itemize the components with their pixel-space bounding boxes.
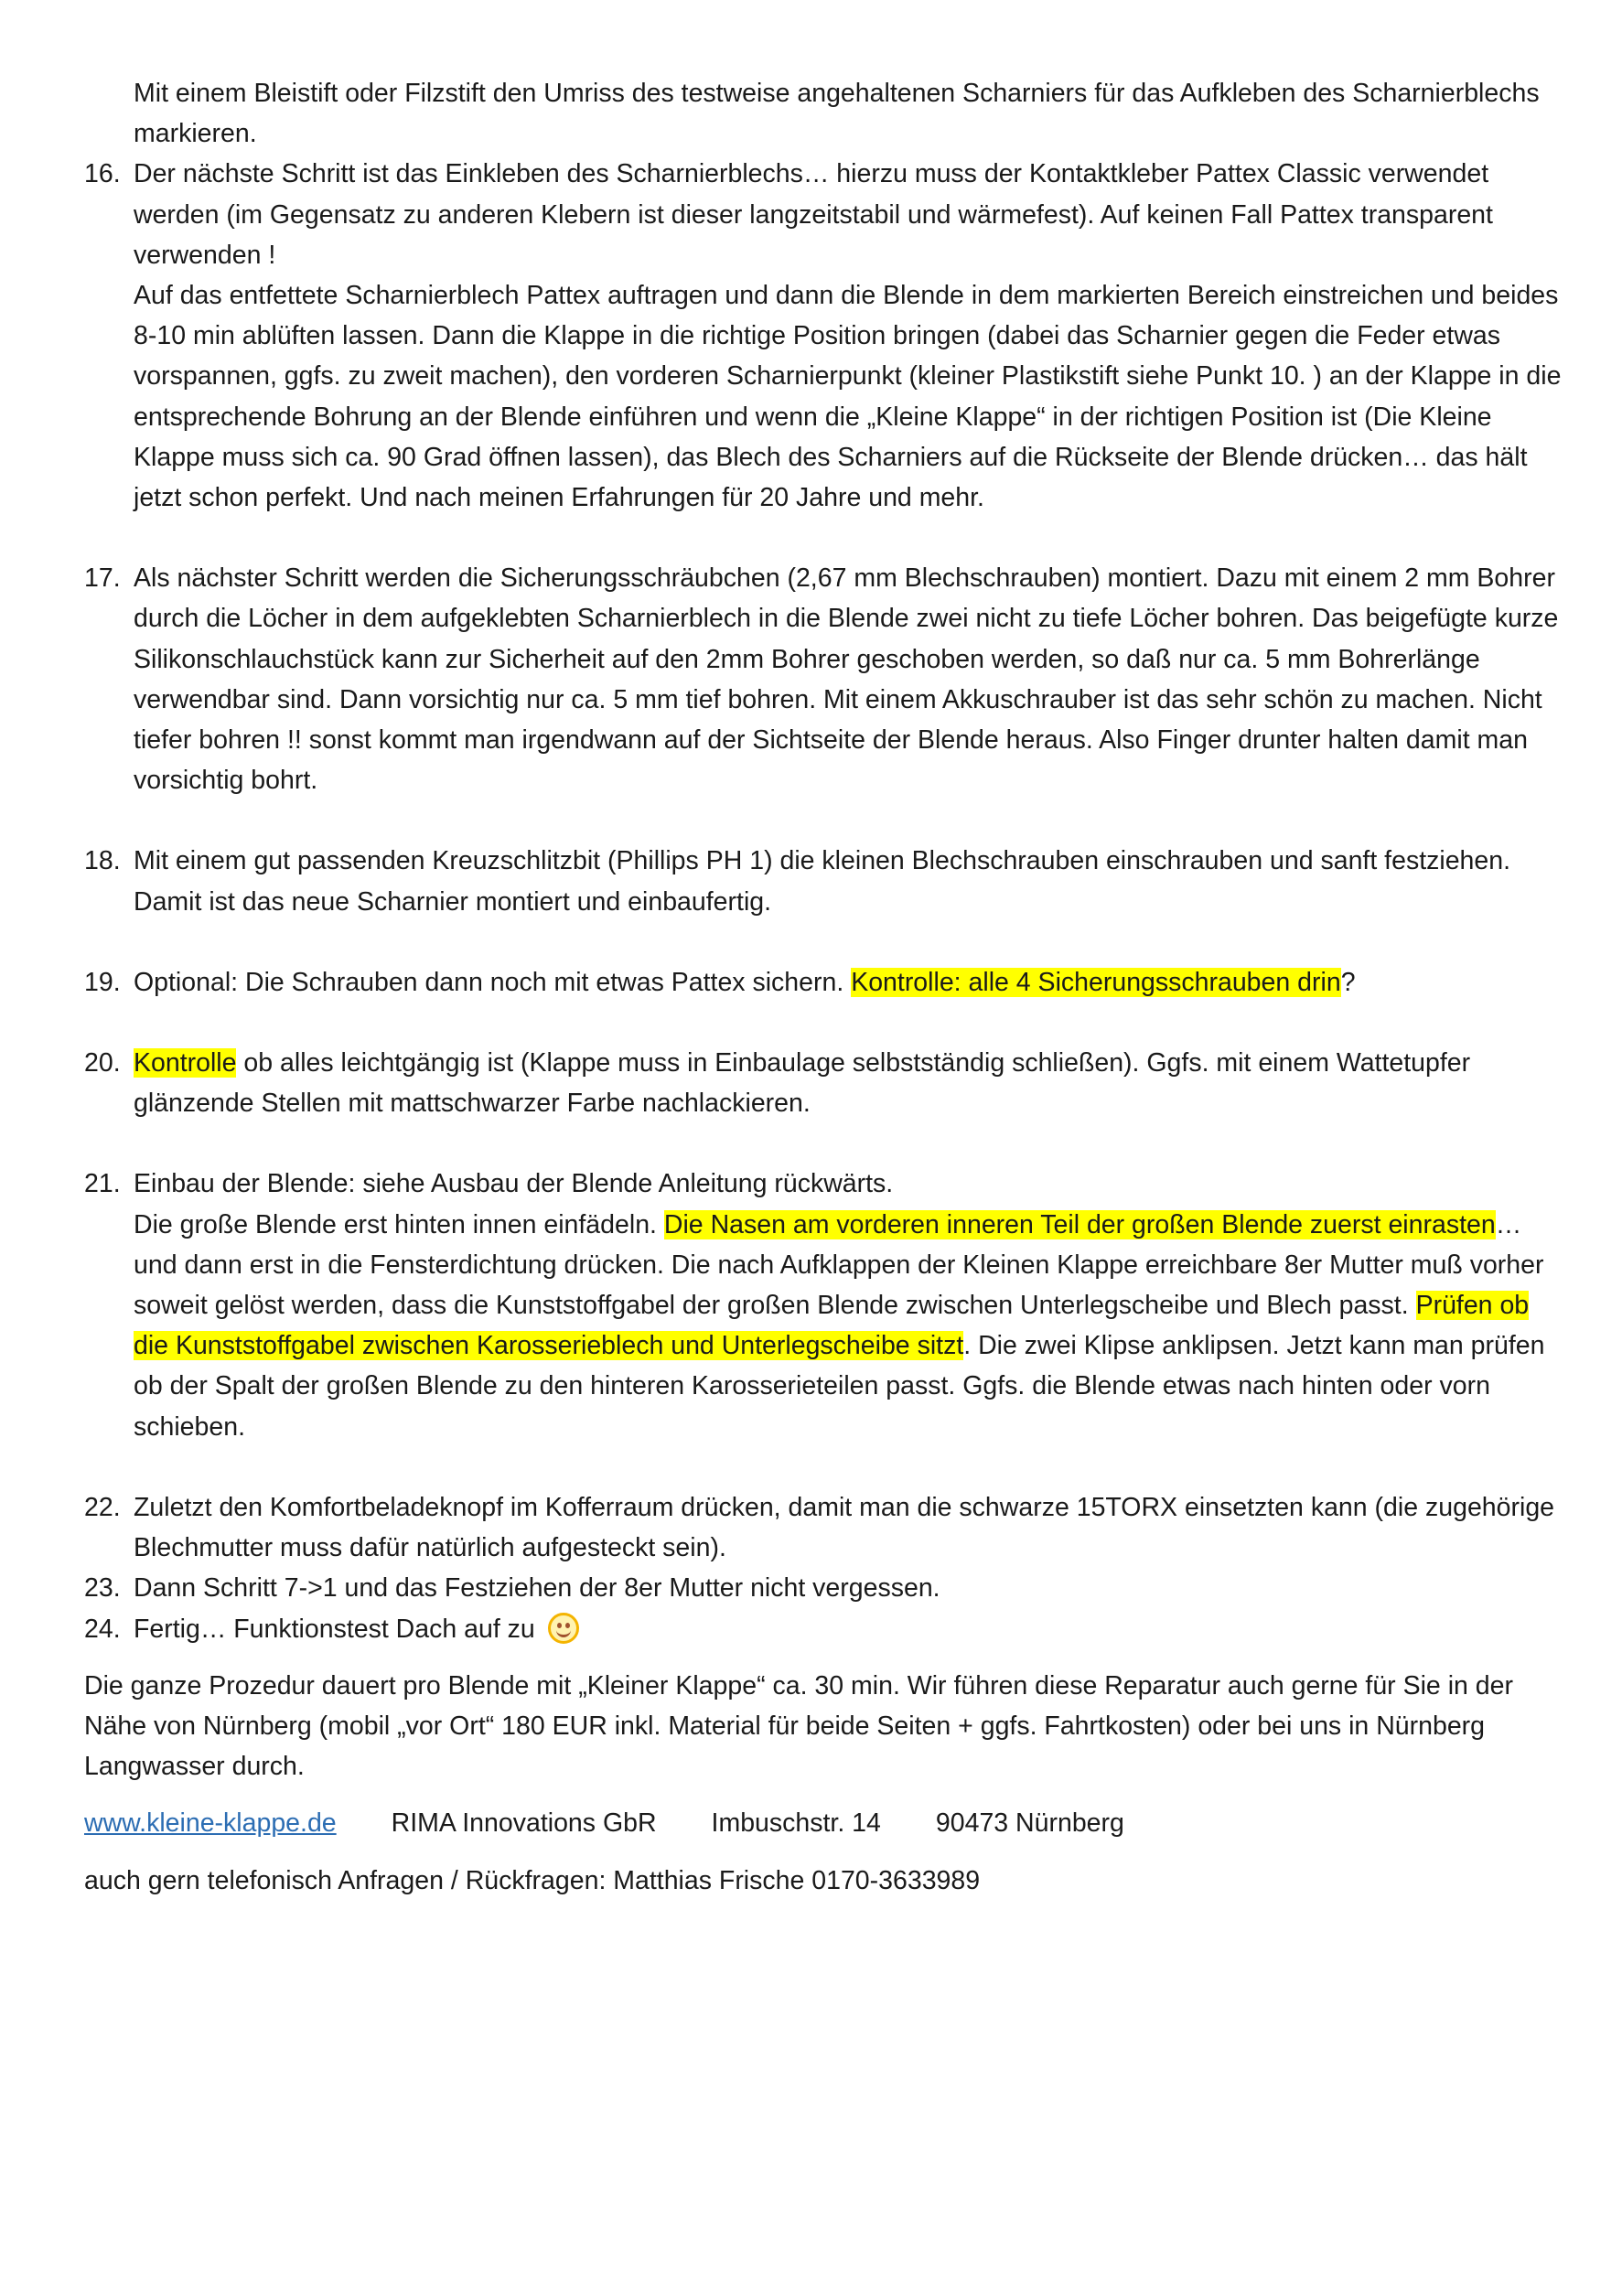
step-body: Als nächster Schritt werden die Sicherungsschräubchen (2,67 mm Blechschrauben) montiert. Dazu mit einem 2 mm Bohrer durch die Löcher in dem aufgeklebten Scharnierblech in die Blende zwei nicht zu tiefe Löcher bohren. Das beigefügte kurze Silikonschlauchstück kann zur Sicherheit auf den 2mm Bohrer geschoben werden, so daß nur ca. 5 mm Bohrerlänge verwendbar sind. Dann vorsichtig nur ca. 5 mm tief bohren. Mit einem Akkuschrauber ist das sehr schön zu machen. Nicht tiefer bohren !! sonst kommt man irgendwann auf der Sichtseite der Blende heraus. Also Finger drunter halten damit man vorsichtig bohrt. bbox=[134, 563, 1559, 796]
step-body bbox=[134, 1164, 1562, 1446]
website-link[interactable]: www.kleine-klappe.de bbox=[84, 1808, 337, 1839]
document-page bbox=[84, 73, 1562, 1901]
step-21-line-1: Einbau der Blende: siehe Ausbau der Blende Anleitung rückwärts. bbox=[134, 1169, 894, 1199]
step-text: Fertig… Funktionstest Dach auf zu bbox=[134, 1614, 542, 1644]
highlighted-text: Prüfen ob die Kunststoffgabel zwischen Karosserieblech und Unterlegscheibe sitzt bbox=[134, 1291, 1530, 1361]
step-body bbox=[134, 962, 1562, 1003]
step-21-paragraph bbox=[134, 1205, 1562, 1447]
closing-paragraph: Die ganze Prozedur dauert pro Blende mit „Kleiner Klappe“ ca. 30 min. Wir führen diese Reparatur auch gerne für Sie in der Nähe von Nürnberg (mobil „vor Ort“ 180 EUR inkl. Material für beide Seiten + ggfs. Fahrtkosten) oder bei uns in Nürnberg Langwasser durch. bbox=[84, 1670, 1513, 1782]
step-number: 19. bbox=[84, 967, 121, 997]
step-number: 22. bbox=[84, 1492, 121, 1522]
step-text: Optional: Die Schrauben dann noch mit etwas Pattex sichern. bbox=[134, 967, 852, 997]
step-number: 24. bbox=[84, 1614, 121, 1644]
step-body bbox=[134, 154, 1562, 518]
company-name: RIMA Innovations GbR bbox=[391, 1808, 657, 1839]
step-body bbox=[134, 1609, 1562, 1649]
step-16-paragraph-2: Auf das entfettete Scharnierblech Pattex auftragen und dann die Blende in dem markierten Bereich einstreichen und beides 8-10 min ablüften lassen. Dann die Klappe in die richtige Position bringen (dabei das Scharnier gegen die Feder etwas vorspannen, ggfs. zu zweit machen), den vorderen Scharnierpunkt (kleiner Plastikstift siehe Punkt 10. ) an der Klappe in die entsprechende Bohrung an der Blende einführen und wenn die „Kleine Klappe“ in der richtigen Position ist (Die Kleine Klappe muss sich ca. 90 Grad öffnen lassen), das Blech des Scharniers auf die Rückseite der Blende drücken… das hält jetzt schon perfekt. Und nach meinen Erfahrungen für 20 Jahre und mehr. bbox=[134, 281, 1562, 513]
step-number: 16. bbox=[84, 159, 121, 189]
step-text: ? bbox=[1340, 967, 1356, 997]
step-body: Zuletzt den Komfortbeladeknopf im Kofferraum drücken, damit man die schwarze 15TORX einsetzten kann (die zugehörige Blechmutter muss dafür natürlich aufgesteckt sein). bbox=[134, 1492, 1555, 1563]
step-22 bbox=[84, 1487, 1562, 1568]
step-body: Mit einem gut passenden Kreuzschlitzbit (Phillips PH 1) die kleinen Blechschrauben einschrauben und sanft festziehen. Damit ist das neue Scharnier montiert und einbaufertig. bbox=[134, 846, 1511, 917]
highlighted-text: Kontrolle: alle 4 Sicherungsschrauben drin bbox=[851, 967, 1341, 997]
street-address: Imbuschstr. 14 bbox=[711, 1808, 881, 1839]
step-18 bbox=[84, 841, 1562, 921]
step-number: 21. bbox=[84, 1169, 121, 1199]
highlighted-text: Die Nasen am vorderen inneren Teil der großen Blende zuerst einrasten bbox=[663, 1209, 1496, 1239]
step-text: ob alles leichtgängig ist (Klappe muss in Einbaulage selbstständig schließen). Ggfs. mit einem Wattetupfer glänzende Stellen mit mattschwarzer Farbe nachlackieren. bbox=[134, 1048, 1471, 1119]
step-16 bbox=[84, 154, 1562, 518]
step-number: 20. bbox=[84, 1048, 121, 1078]
step-number: 17. bbox=[84, 563, 121, 594]
step-19 bbox=[84, 962, 1562, 1003]
step-number: 23. bbox=[84, 1573, 121, 1604]
step-number: 18. bbox=[84, 846, 121, 876]
step-17 bbox=[84, 558, 1562, 800]
step-body bbox=[134, 1043, 1562, 1123]
step-24 bbox=[84, 1609, 1562, 1649]
city-address: 90473 Nürnberg bbox=[935, 1808, 1124, 1839]
smiley-face-icon bbox=[548, 1613, 579, 1644]
step-body: Dann Schritt 7->1 und das Festziehen der 8er Mutter nicht vergessen. bbox=[134, 1573, 940, 1604]
step-23 bbox=[84, 1568, 1562, 1608]
intro-paragraph: Mit einem Bleistift oder Filzstift den Umriss des testweise angehaltenen Scharniers für das Aufkleben des Scharnierblechs markieren. bbox=[134, 79, 1540, 149]
contact-info bbox=[84, 1803, 1562, 1843]
step-text: Die große Blende erst hinten innen einfädeln. bbox=[134, 1209, 664, 1239]
step-text: . Die zwei Klipse anklipsen. Jetzt kann man prüfen ob der Spalt der großen Blende zu den hinteren Karosserieteilen passt. Ggfs. die Blende etwas nach hinten oder vorn schieben. bbox=[134, 1331, 1545, 1442]
step-21 bbox=[84, 1164, 1562, 1446]
phone-line: auch gern telefonisch Anfragen / Rückfragen: Matthias Frische 0170-3633989 bbox=[84, 1865, 981, 1895]
step-16-paragraph-1: Der nächste Schritt ist das Einkleben des Scharnierblechs… hierzu muss der Kontaktkleber Pattex Classic verwendet werden (im Gegensatz zu anderen Klebern ist dieser langzeitstabil und wärmefest). Auf keinen Fall Pattex transparent verwenden ! bbox=[134, 159, 1493, 270]
step-20 bbox=[84, 1043, 1562, 1123]
step-text: … und dann erst in die Fensterdichtung drücken. Die nach Aufklappen der Kleinen Klappe erreichbare 8er Mutter muß vorher soweit gelöst werden, dass die Kunststoffgabel der großen Blende zwischen Unterlegscheibe und Blech passt. bbox=[134, 1209, 1544, 1321]
highlighted-text: Kontrolle bbox=[134, 1048, 237, 1078]
